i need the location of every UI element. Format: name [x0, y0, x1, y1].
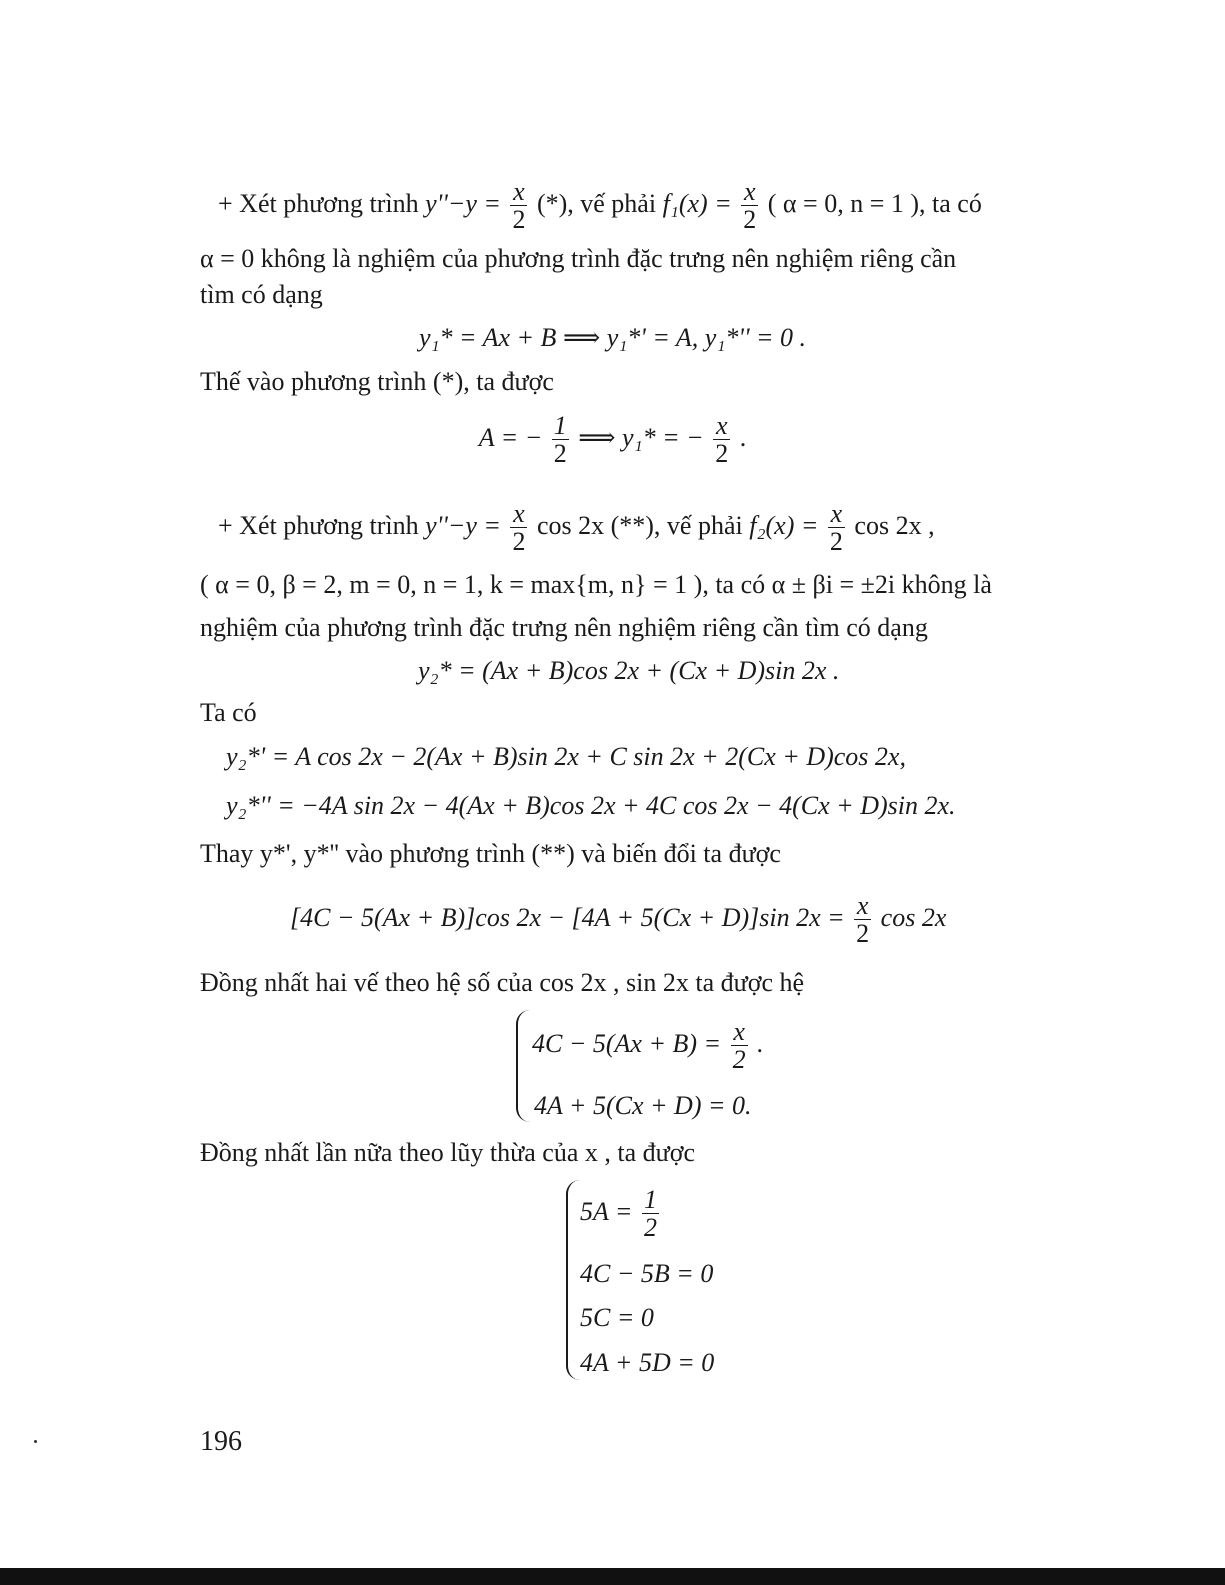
- system-2-row-3: 5C = 0: [580, 1303, 654, 1332]
- system-2-row-1: 5A = $\frac{1}{2}$: [580, 1185, 657, 1243]
- line-9: nghiệm của phương trình đặc trưng nên nghiệm riêng cần tìm có dạng: [200, 613, 928, 642]
- line-14: Thay y*', y*'' vào phương trình (**) và biến đổi ta được: [200, 839, 781, 868]
- line-1-tail: ( α = 0, n = 1 ), ta có: [767, 188, 982, 218]
- system-2-brace: [566, 1180, 580, 1380]
- system-2-row-2: 4C − 5B = 0: [580, 1259, 714, 1288]
- line-6-middle: ⟹ y₁* = −: [578, 422, 704, 452]
- page-number: 196: [200, 1426, 242, 1457]
- line-12-equation: y₂*' = A cos 2x − 2(Ax + B)sin 2x + C sin 2x + 2(Cx + D)cos 2x,: [226, 742, 906, 771]
- line-6-prefix: A = −: [478, 422, 543, 452]
- line-6-equation: [0, 412, 1225, 468]
- line-1-function: f₁(x) =: [662, 188, 732, 218]
- line-6-end: .: [739, 422, 747, 452]
- system-1-brace: [516, 1010, 530, 1122]
- fraction-x-over-2: $\frac{x}{2}$: [512, 177, 526, 235]
- line-5: Thế vào phương trình (*), ta được: [200, 367, 554, 396]
- line-11: Ta có: [200, 698, 257, 727]
- fraction-x-over-2: $\frac{x}{2}$: [856, 891, 870, 949]
- system-1-row-1: 4C − 5(Ax + B) = $\frac{x}{2}$ .: [532, 1017, 764, 1075]
- line-17: Đồng nhất lần nữa theo lũy thừa của x , ta được: [200, 1138, 696, 1167]
- line-15-right: cos 2x: [880, 902, 947, 932]
- line-1-middle: (*), vế phải: [536, 188, 657, 218]
- line-8: ( α = 0, β = 2, m = 0, n = 1, k = max{m, n} = 1 ), ta có α ± βi = ±2i không là: [200, 570, 992, 599]
- fraction-x-over-2: $\frac{x}{2}$: [732, 1017, 746, 1075]
- line-2: α = 0 không là nghiệm của phương trình đặc trưng nên nghiệm riêng cần: [200, 244, 957, 273]
- line-1-equation: y''−y =: [425, 188, 501, 218]
- fraction-x-over-2: $\frac{x}{2}$: [743, 177, 757, 235]
- line-13-equation: y₂*'' = −4A sin 2x − 4(Ax + B)cos 2x + 4C cos 2x − 4(Cx + D)sin 2x.: [226, 791, 956, 820]
- line-4-equation: y₁* = Ax + B ⟹ y₁*' = A, y₁*'' = 0 .: [418, 323, 807, 352]
- system-1-row-2: 4A + 5(Cx + D) = 0.: [534, 1091, 752, 1120]
- line-10-equation: y₂* = (Ax + B)cos 2x + (Cx + D)sin 2x .: [418, 656, 840, 685]
- fraction-1-over-2: $\frac{1}{2}$: [553, 411, 567, 469]
- fraction-1-over-2: $\frac{1}{2}$: [643, 1185, 657, 1243]
- line-7-equation: y''−y =: [425, 510, 501, 540]
- line-7: [218, 500, 935, 556]
- scan-speck: [34, 1440, 37, 1443]
- line-7-cos: cos 2x (**), vế phải: [536, 510, 743, 540]
- line-7-cos-2: cos 2x ,: [854, 510, 935, 540]
- fraction-x-over-2: $\frac{x}{2}$: [715, 411, 729, 469]
- line-15-equation: [290, 892, 946, 948]
- scan-bottom-edge: [0, 1568, 1225, 1585]
- fraction-x-over-2: $\frac{x}{2}$: [829, 499, 843, 557]
- line-7-prefix: + Xét phương trình: [218, 510, 419, 540]
- fraction-x-over-2: $\frac{x}{2}$: [512, 499, 526, 557]
- line-7-function: f₂(x) =: [749, 510, 819, 540]
- line-1-prefix: + Xét phương trình: [218, 188, 419, 218]
- line-3: tìm có dạng: [200, 280, 323, 309]
- system-2-row-4: 4A + 5D = 0: [580, 1348, 715, 1377]
- line-15-left: [4C − 5(Ax + B)]cos 2x − [4A + 5(Cx + D)]sin 2x =: [290, 902, 845, 932]
- line-1: [218, 178, 982, 234]
- line-16: Đồng nhất hai vế theo hệ số của cos 2x , sin 2x ta được hệ: [200, 968, 805, 997]
